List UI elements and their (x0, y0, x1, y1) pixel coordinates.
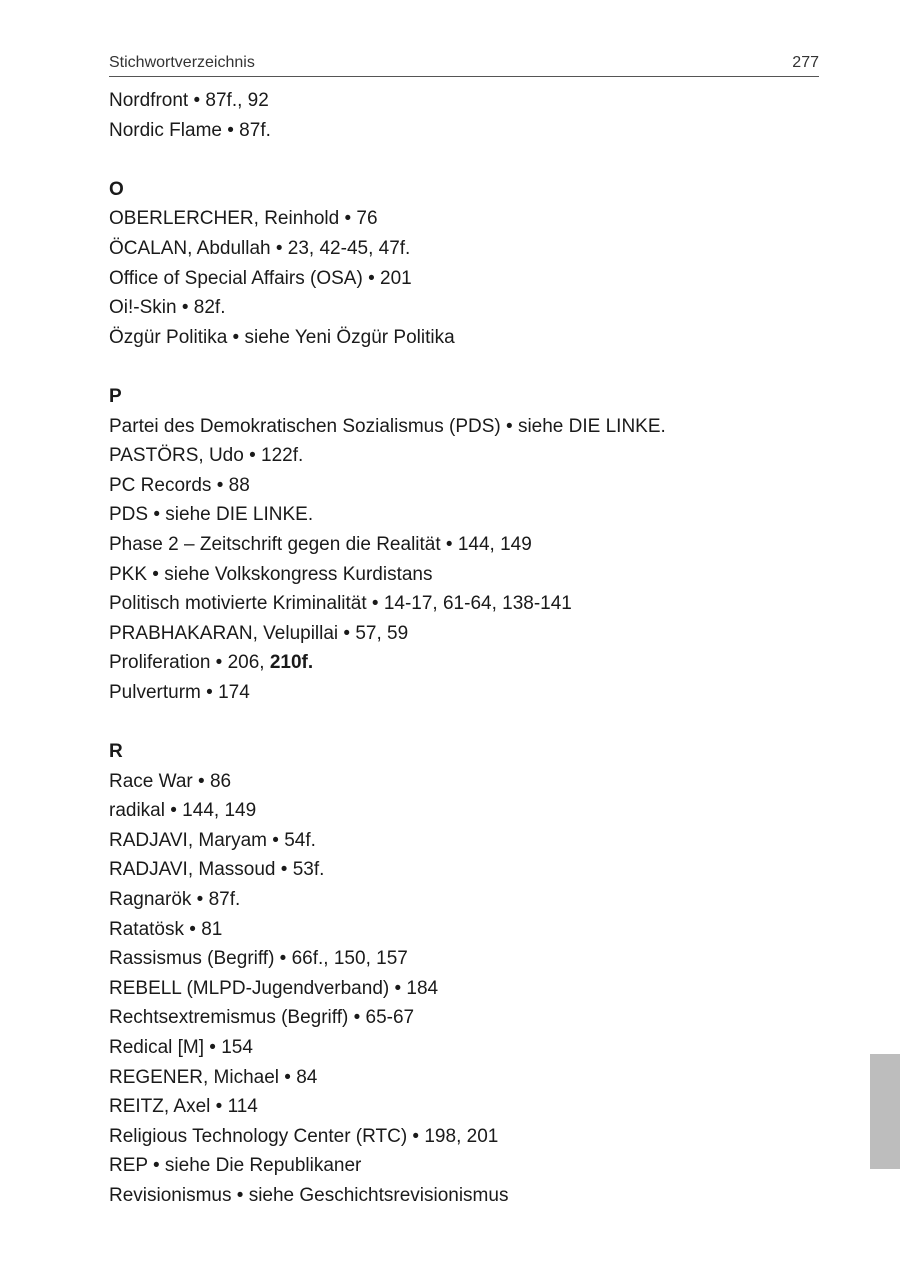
index-entry: REGENER, Michael • 84 (109, 1066, 318, 1088)
running-header-title: Stichwortverzeichnis (109, 54, 255, 71)
index-entry: OBERLERCHER, Reinhold • 76 (109, 208, 378, 230)
index-entry: ÖCALAN, Abdullah • 23, 42-45, 47f. (109, 237, 411, 259)
section-letter-o: O (109, 178, 124, 200)
index-entry: Partei des Demokratischen Sozialismus (PDS) • siehe DIE LINKE. (109, 415, 666, 437)
index-entry: Nordfront • 87f., 92 (109, 90, 269, 111)
index-entry-text: Proliferation • 206, (109, 652, 270, 674)
index-entry: Pulverturm • 174 (109, 681, 250, 703)
section-letter-p: P (109, 385, 122, 407)
index-entry: Redical [M] • 154 (109, 1037, 253, 1058)
index-entry: Nordic Flame • 87f. (109, 119, 271, 141)
index-entry: REITZ, Axel • 114 (109, 1096, 258, 1118)
index-entry: Revisionismus • siehe Geschichtsrevisionismus (109, 1184, 509, 1206)
index-entry: PC Records • 88 (109, 474, 250, 496)
index-entry-proliferation (109, 648, 829, 678)
index-entry: Politisch motivierte Kriminalität • 14-17, 61-64, 138-141 (109, 593, 572, 615)
index-entry: RADJAVI, Maryam • 54f. (109, 829, 316, 851)
index-entry: PASTÖRS, Udo • 122f. (109, 445, 304, 467)
index-entry: Office of Special Affairs (OSA) • 201 (109, 267, 412, 289)
index-entry: REBELL (MLPD-Jugendverband) • 184 (109, 977, 439, 999)
index-entry: PKK • siehe Volkskongress Kurdistans (109, 563, 433, 585)
index-entry: PDS • siehe DIE LINKE. (109, 504, 314, 526)
index-entry: Özgür Politika • siehe Yeni Özgür Politika (109, 326, 455, 348)
index-entry: Phase 2 – Zeitschrift gegen die Realität • 144, 149 (109, 533, 532, 555)
index-entry: Rassismus (Begriff) • 66f., 150, 157 (109, 948, 408, 970)
index-entry: radikal • 144, 149 (109, 800, 257, 822)
index-entry: REP • siehe Die Republikaner (109, 1155, 362, 1177)
index-entry: PRABHAKARAN, Velupillai • 57, 59 (109, 622, 409, 644)
index-content (109, 86, 829, 1211)
thumb-index-tab (870, 1054, 900, 1169)
running-header (109, 52, 819, 77)
bold-page-reference: 210f. (269, 652, 314, 674)
index-entry: Race War • 86 (109, 770, 232, 792)
index-entry: Rechtsextremismus (Begriff) • 65-67 (109, 1007, 415, 1029)
index-entry: Ratatösk • 81 (109, 918, 223, 940)
index-entry: Oi!-Skin • 82f. (109, 297, 226, 319)
page-number: 277 (792, 54, 819, 71)
index-entry: RADJAVI, Massoud • 53f. (109, 859, 325, 881)
index-entry: Ragnarök • 87f. (109, 889, 241, 911)
index-entry: Religious Technology Center (RTC) • 198, 201 (109, 1125, 499, 1147)
section-letter-r: R (109, 741, 123, 763)
